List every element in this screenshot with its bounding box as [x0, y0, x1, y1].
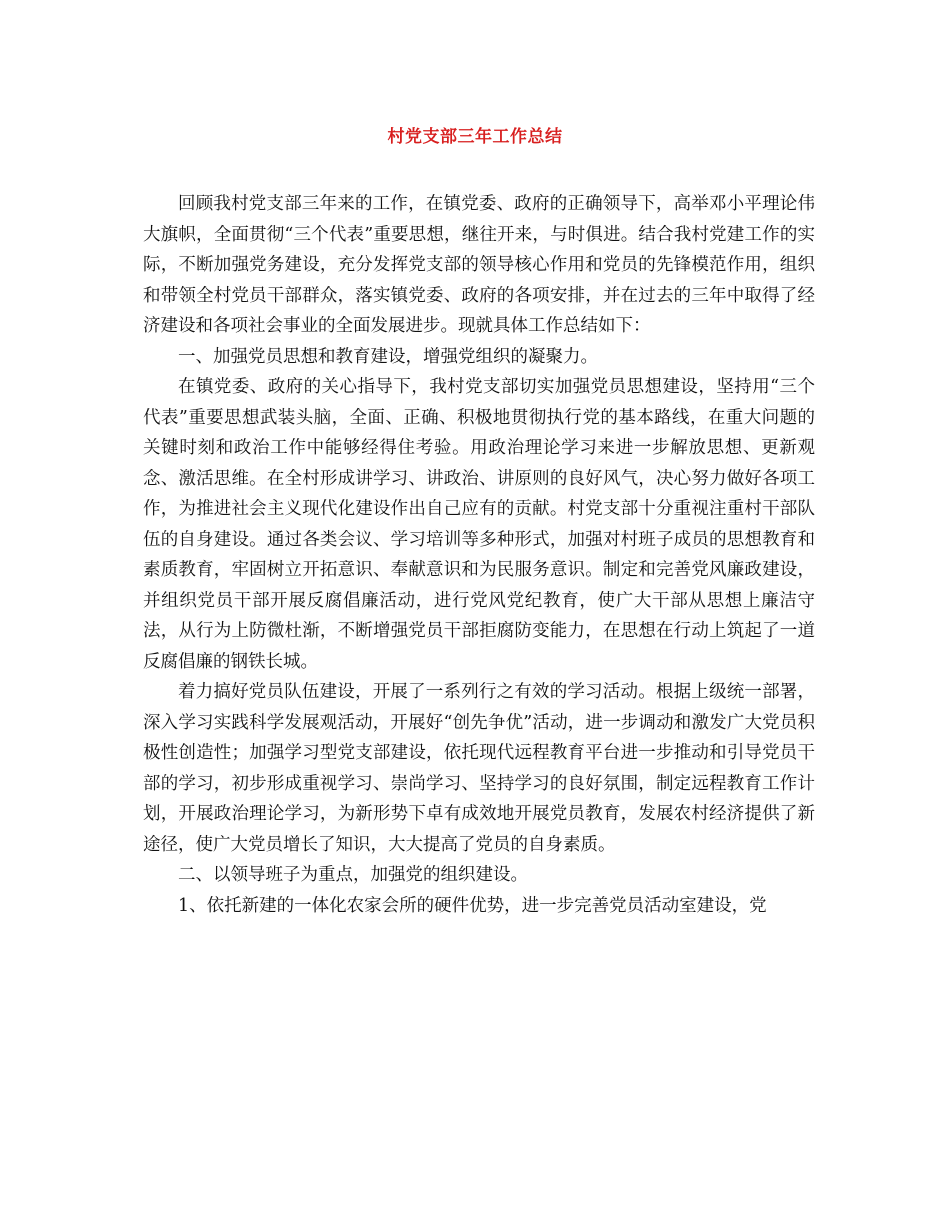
section-heading-2: 二、以领导班子为重点，加强党的组织建设。	[178, 865, 528, 885]
paragraph-team-building: 着力搞好党员队伍建设，开展了一系列行之有效的学习活动。根据上级统一部署，深入学习实践科学发展观活动，开展好“创先争优”活动，进一步调动和激发广大党员积极性创造性；加强学习型党支部建设，依托现代远程教育平台进一步推动和引导党员干部的学习，初步形成重视学习、崇尚学习、坚持学习的良好氛围，制定远程教育工作计划，开展政治理论学习，为新形势下卓有成效地开展党员教育，发展农村经济提供了新途径，使广大党员增长了知识，大大提高了党员的自身素质。	[143, 682, 815, 855]
document-title: 村党支部三年工作总结	[387, 127, 563, 147]
paragraph-item-1: 1、依托新建的一体化农家会所的硬件优势，进一步完善党员活动室建设，党	[178, 895, 767, 916]
paragraph-ideology: 在镇党委、政府的关心指导下，我村党支部切实加强党员思想建设，坚持用“三个代表”重要思想武装头脑，全面、正确、积极地贯彻执行党的基本路线，在重大问题的关键时刻和政治工作中能够经得住考验。用政治理论学习来进一步解放思想、更新观念、激活思维。在全村形成讲学习、讲政治、讲原则的良好风气，决心努力做好各项工作，为推进社会主义现代化建设作出自己应有的贡献。村党支部十分重视注重村干部队伍的自身建设。通过各类会议、学习培训等多种形式，加强对村班子成员的思想教育和素质教育，牢固树立开拓意识、奉献意识和为民服务意识。制定和完善党风廉政建设，并组织党员干部开展反腐倡廉活动，进行党风党纪教育，使广大干部从思想上廉洁守法，从行为上防微杜渐，不断增强党员干部拒腐防变能力，在思想在行动上筑起了一道反腐倡廉的钢铁长城。	[143, 377, 815, 672]
document-body	[143, 189, 815, 921]
section-heading-1: 一、加强党员思想和教育建设，增强党组织的凝聚力。	[178, 346, 598, 367]
paragraph-intro: 回顾我村党支部三年来的工作，在镇党委、政府的正确领导下，高举邓小平理论伟大旗帜，全面贯彻“三个代表”重要思想，继往开来，与时俱进。结合我村党建工作的实际，不断加强党务建设，充分发挥党支部的领导核心作用和党员的先锋模范作用，组织和带领全村党员干部群众，落实镇党委、政府的各项安排，并在过去的三年中取得了经济建设和各项社会事业的全面发展进步。现就具体工作总结如下：	[143, 194, 815, 336]
